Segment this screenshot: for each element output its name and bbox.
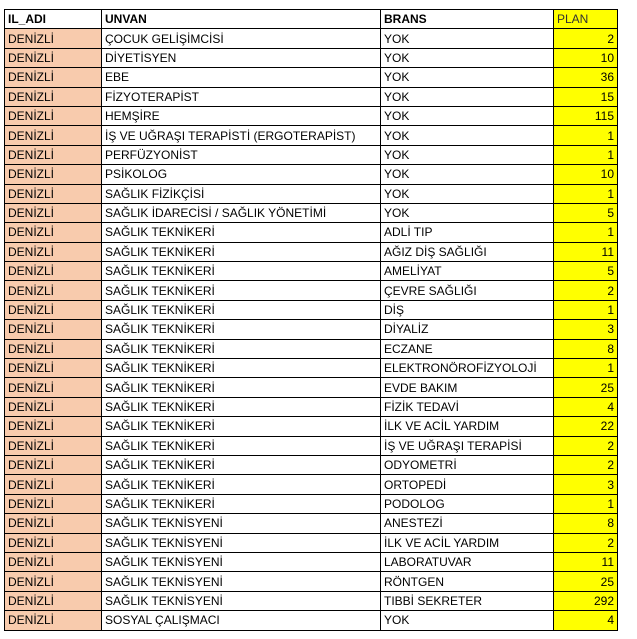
cell-unvan[interactable]: SAĞLIK FİZİKÇİSİ	[102, 184, 381, 203]
cell-brans[interactable]: DİYALİZ	[381, 320, 554, 339]
cell-brans[interactable]: YOK	[381, 203, 554, 222]
table-row	[5, 87, 618, 106]
cell-brans[interactable]: FİZİK TEDAVİ	[381, 397, 554, 416]
cell-unvan[interactable]: SAĞLIK TEKNİKERİ	[102, 339, 381, 358]
cell-unvan[interactable]: PSİKOLOG	[102, 165, 381, 184]
cell-il[interactable]: DENİZLİ	[5, 68, 102, 87]
cell-il[interactable]: DENİZLİ	[5, 184, 102, 203]
table-row	[5, 29, 618, 48]
table-row	[5, 106, 618, 125]
table-row	[5, 300, 618, 319]
table-row	[5, 611, 618, 630]
cell-il[interactable]: DENİZLİ	[5, 359, 102, 378]
cell-il[interactable]: DENİZLİ	[5, 300, 102, 319]
header-row	[5, 10, 618, 29]
cell-il[interactable]: DENİZLİ	[5, 145, 102, 164]
cell-brans[interactable]: İŞ VE UĞRAŞI TERAPİSİ	[381, 436, 554, 455]
cell-il[interactable]: DENİZLİ	[5, 126, 102, 145]
cell-unvan[interactable]: SAĞLIK TEKNİSYENİ	[102, 572, 381, 591]
cell-plan[interactable]: 1	[554, 494, 618, 513]
cell-unvan[interactable]: SAĞLIK TEKNİKERİ	[102, 455, 381, 474]
cell-il[interactable]: DENİZLİ	[5, 417, 102, 436]
table-row	[5, 494, 618, 513]
cell-brans[interactable]: TIBBİ SEKRETER	[381, 591, 554, 610]
cell-unvan[interactable]: SAĞLIK TEKNİKERİ	[102, 320, 381, 339]
table-row	[5, 533, 618, 552]
cell-brans[interactable]: YOK	[381, 87, 554, 106]
table-row	[5, 436, 618, 455]
cell-brans[interactable]: İLK VE ACİL YARDIM	[381, 533, 554, 552]
cell-plan[interactable]: 1	[554, 359, 618, 378]
cell-plan[interactable]: 22	[554, 417, 618, 436]
cell-brans[interactable]: YOK	[381, 126, 554, 145]
cell-plan[interactable]: 3	[554, 320, 618, 339]
cell-unvan[interactable]: SAĞLIK TEKNİKERİ	[102, 436, 381, 455]
cell-plan[interactable]: 2	[554, 281, 618, 300]
cell-plan[interactable]: 1	[554, 184, 618, 203]
cell-unvan[interactable]: SAĞLIK TEKNİKERİ	[102, 475, 381, 494]
cell-unvan[interactable]: SAĞLIK TEKNİKERİ	[102, 242, 381, 261]
cell-unvan[interactable]: SAĞLIK TEKNİKERİ	[102, 262, 381, 281]
cell-brans[interactable]: AĞIZ DİŞ SAĞLIĞI	[381, 242, 554, 261]
cell-il[interactable]: DENİZLİ	[5, 87, 102, 106]
cell-unvan[interactable]: PERFÜZYONİST	[102, 145, 381, 164]
header-il[interactable]: IL_ADI	[5, 10, 102, 29]
cell-unvan[interactable]: EBE	[102, 68, 381, 87]
cell-il[interactable]: DENİZLİ	[5, 397, 102, 416]
cell-il[interactable]: DENİZLİ	[5, 611, 102, 630]
cell-unvan[interactable]: SAĞLIK TEKNİSYENİ	[102, 591, 381, 610]
cell-il[interactable]: DENİZLİ	[5, 320, 102, 339]
cell-plan[interactable]: 11	[554, 552, 618, 571]
cell-unvan[interactable]: SAĞLIK TEKNİKERİ	[102, 417, 381, 436]
cell-plan[interactable]: 25	[554, 572, 618, 591]
table-row	[5, 359, 618, 378]
cell-plan[interactable]: 2	[554, 436, 618, 455]
cell-il[interactable]: DENİZLİ	[5, 48, 102, 67]
cell-brans[interactable]: ÇEVRE SAĞLIĞI	[381, 281, 554, 300]
cell-il[interactable]: DENİZLİ	[5, 494, 102, 513]
cell-unvan[interactable]: ÇOCUK GELİŞİMCİSİ	[102, 29, 381, 48]
cell-brans[interactable]: ELEKTRONÖROFİZYOLOJİ	[381, 359, 554, 378]
cell-brans[interactable]: YOK	[381, 29, 554, 48]
cell-brans[interactable]: ECZANE	[381, 339, 554, 358]
table-row	[5, 281, 618, 300]
cell-plan[interactable]: 2	[554, 533, 618, 552]
table-row	[5, 145, 618, 164]
cell-plan[interactable]: 4	[554, 611, 618, 630]
table-row	[5, 417, 618, 436]
cell-unvan[interactable]: SAĞLIK TEKNİKERİ	[102, 397, 381, 416]
table-row	[5, 242, 618, 261]
table-row	[5, 514, 618, 533]
cell-plan[interactable]: 1	[554, 126, 618, 145]
table-row	[5, 165, 618, 184]
cell-plan[interactable]: 8	[554, 339, 618, 358]
cell-plan[interactable]: 10	[554, 48, 618, 67]
cell-unvan[interactable]: HEMŞİRE	[102, 106, 381, 125]
cell-plan[interactable]: 15	[554, 87, 618, 106]
cell-unvan[interactable]: SAĞLIK TEKNİSYENİ	[102, 533, 381, 552]
cell-il[interactable]: DENİZLİ	[5, 223, 102, 242]
cell-plan[interactable]: 8	[554, 514, 618, 533]
cell-plan[interactable]: 4	[554, 397, 618, 416]
cell-il[interactable]: DENİZLİ	[5, 514, 102, 533]
table-row	[5, 572, 618, 591]
header-unvan[interactable]: UNVAN	[102, 10, 381, 29]
cell-il[interactable]: DENİZLİ	[5, 378, 102, 397]
cell-brans[interactable]: ORTOPEDİ	[381, 475, 554, 494]
table-row	[5, 184, 618, 203]
table-row	[5, 262, 618, 281]
cell-unvan[interactable]: SAĞLIK TEKNİKERİ	[102, 494, 381, 513]
cell-brans[interactable]: YOK	[381, 68, 554, 87]
table-row	[5, 378, 618, 397]
table-row	[5, 397, 618, 416]
cell-il[interactable]: DENİZLİ	[5, 203, 102, 222]
cell-unvan[interactable]: FİZYOTERAPİST	[102, 87, 381, 106]
cell-il[interactable]: DENİZLİ	[5, 591, 102, 610]
cell-il[interactable]: DENİZLİ	[5, 436, 102, 455]
cell-il[interactable]: DENİZLİ	[5, 165, 102, 184]
table-row	[5, 126, 618, 145]
header-plan[interactable]: PLAN	[554, 10, 618, 29]
table-row	[5, 339, 618, 358]
cell-il[interactable]: DENİZLİ	[5, 533, 102, 552]
cell-brans[interactable]: YOK	[381, 106, 554, 125]
cell-plan[interactable]: 2	[554, 455, 618, 474]
cell-plan[interactable]: 2	[554, 29, 618, 48]
cell-brans[interactable]: ADLİ TIP	[381, 223, 554, 242]
cell-unvan[interactable]: SAĞLIK TEKNİKERİ	[102, 223, 381, 242]
cell-brans[interactable]: PODOLOG	[381, 494, 554, 513]
cell-brans[interactable]: ODYOMETRİ	[381, 455, 554, 474]
spreadsheet-table	[4, 9, 618, 631]
cell-plan[interactable]: 5	[554, 262, 618, 281]
cell-brans[interactable]: YOK	[381, 48, 554, 67]
cell-il[interactable]: DENİZLİ	[5, 572, 102, 591]
cell-unvan[interactable]: SAĞLIK TEKNİSYENİ	[102, 552, 381, 571]
table-row	[5, 48, 618, 67]
cell-il[interactable]: DENİZLİ	[5, 29, 102, 48]
cell-unvan[interactable]: SAĞLIK İDARECİSİ / SAĞLIK YÖNETİMİ	[102, 203, 381, 222]
cell-brans[interactable]: LABORATUVAR	[381, 552, 554, 571]
table-row	[5, 223, 618, 242]
cell-plan[interactable]: 1	[554, 300, 618, 319]
table-row	[5, 455, 618, 474]
cell-plan[interactable]: 1	[554, 145, 618, 164]
cell-unvan[interactable]: SAĞLIK TEKNİKERİ	[102, 378, 381, 397]
cell-unvan[interactable]: DİYETİSYEN	[102, 48, 381, 67]
cell-brans[interactable]: DİŞ	[381, 300, 554, 319]
cell-plan[interactable]: 10	[554, 165, 618, 184]
cell-plan[interactable]: 5	[554, 203, 618, 222]
cell-brans[interactable]: EVDE BAKIM	[381, 378, 554, 397]
cell-il[interactable]: DENİZLİ	[5, 242, 102, 261]
table-row	[5, 475, 618, 494]
cell-brans[interactable]: RÖNTGEN	[381, 572, 554, 591]
table-row	[5, 68, 618, 87]
cell-plan[interactable]: 3	[554, 475, 618, 494]
cell-brans[interactable]: AMELİYAT	[381, 262, 554, 281]
header-brans[interactable]: BRANS	[381, 10, 554, 29]
cell-unvan[interactable]: SOSYAL ÇALIŞMACI	[102, 611, 381, 630]
cell-il[interactable]: DENİZLİ	[5, 262, 102, 281]
table-row	[5, 591, 618, 610]
cell-il[interactable]: DENİZLİ	[5, 339, 102, 358]
cell-brans[interactable]: ANESTEZİ	[381, 514, 554, 533]
cell-unvan[interactable]: SAĞLIK TEKNİKERİ	[102, 359, 381, 378]
cell-plan[interactable]: 25	[554, 378, 618, 397]
cell-plan[interactable]: 292	[554, 591, 618, 610]
cell-unvan[interactable]: SAĞLIK TEKNİSYENİ	[102, 514, 381, 533]
cell-unvan[interactable]: SAĞLIK TEKNİKERİ	[102, 300, 381, 319]
cell-plan[interactable]: 115	[554, 106, 618, 125]
table-row	[5, 552, 618, 571]
cell-il[interactable]: DENİZLİ	[5, 552, 102, 571]
cell-brans[interactable]: YOK	[381, 184, 554, 203]
cell-plan[interactable]: 1	[554, 223, 618, 242]
cell-unvan[interactable]: SAĞLIK TEKNİKERİ	[102, 281, 381, 300]
cell-brans[interactable]: YOK	[381, 165, 554, 184]
cell-brans[interactable]: YOK	[381, 145, 554, 164]
cell-plan[interactable]: 11	[554, 242, 618, 261]
cell-brans[interactable]: YOK	[381, 611, 554, 630]
cell-il[interactable]: DENİZLİ	[5, 281, 102, 300]
cell-brans[interactable]: İLK VE ACİL YARDIM	[381, 417, 554, 436]
cell-il[interactable]: DENİZLİ	[5, 455, 102, 474]
cell-unvan[interactable]: İŞ VE UĞRAŞI TERAPİSTİ (ERGOTERAPİST)	[102, 126, 381, 145]
cell-il[interactable]: DENİZLİ	[5, 475, 102, 494]
table-row	[5, 320, 618, 339]
table-row	[5, 203, 618, 222]
cell-plan[interactable]: 36	[554, 68, 618, 87]
cell-il[interactable]: DENİZLİ	[5, 106, 102, 125]
